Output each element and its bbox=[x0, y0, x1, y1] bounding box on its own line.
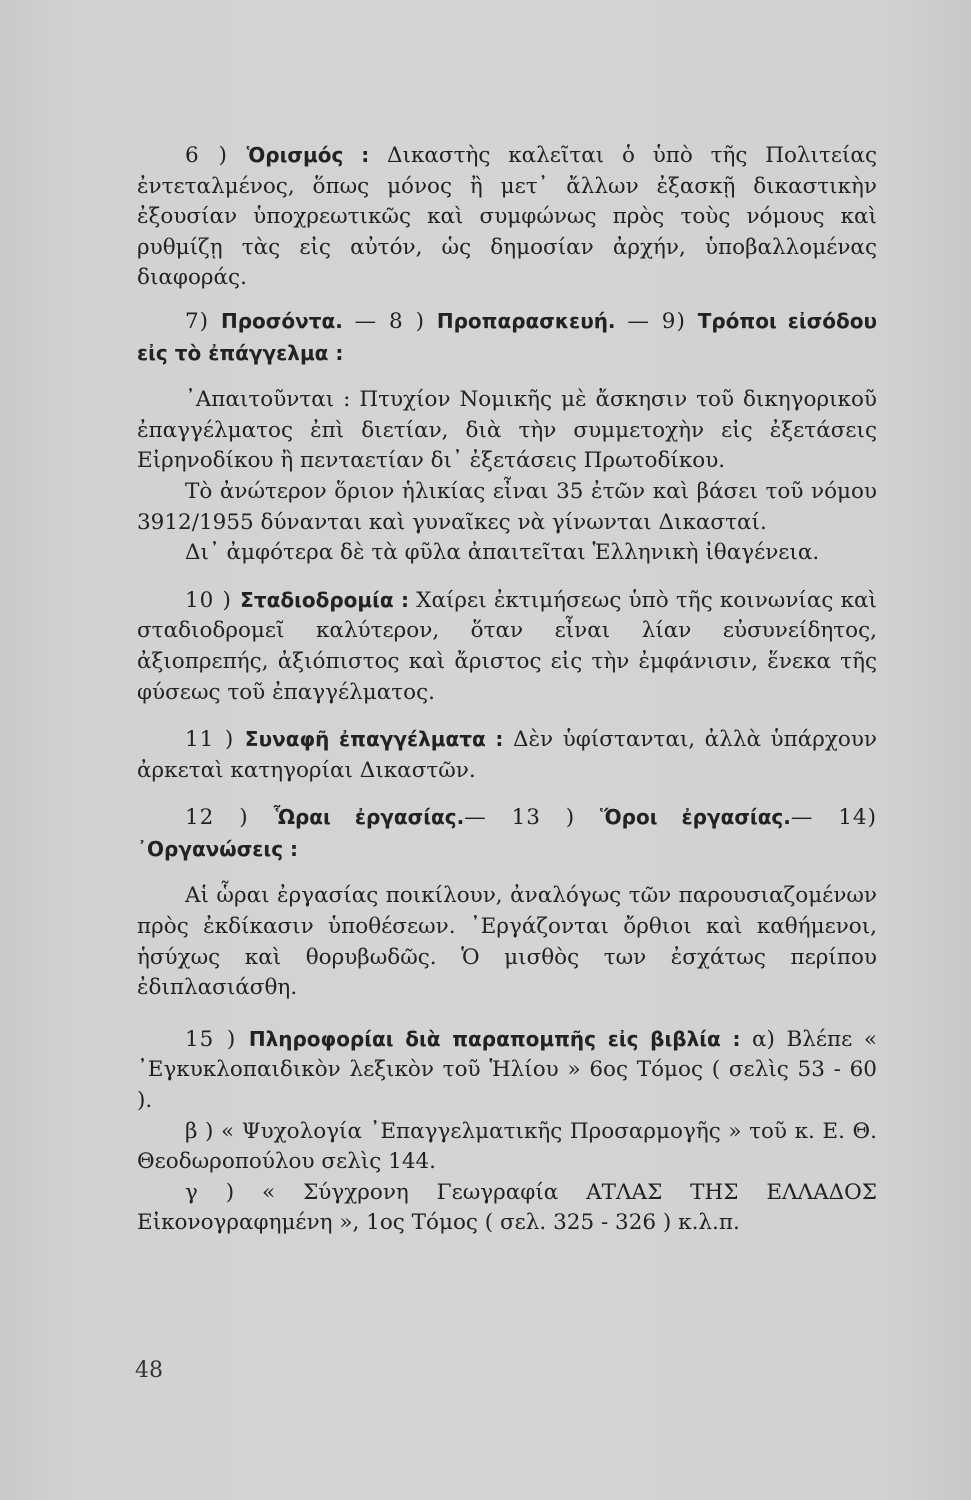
section-heading: ᾽Οργανώσεις : bbox=[137, 836, 299, 861]
section-12-14-headings bbox=[137, 802, 877, 865]
page-body bbox=[137, 140, 877, 1239]
section-heading: Σταδιοδρομία : bbox=[240, 587, 409, 612]
reference-c: γ ) « Σύγχρονη Γεωγραφία ΑΤΛΑΣ ΤΗΣ ΕΛΛΑΔΟΣ Εἰκονογραφημένη », 1ος Τόμος ( σελ. 325 - 326 ) κ.λ.π. bbox=[137, 1179, 877, 1236]
working-hours-paragraph: Αἱ ὧραι ἐργασίας ποικίλουν, ἀναλόγως τῶν παρουσιαζομένων πρὸς ἐκδίκασιν ὑποθέσεων. ᾽Εργάζονται ὄρθιοι καὶ καθήμενοι, ἡσύχως καὶ θορυβωδῶς. Ὁ μισθὸς των ἐσχάτως περίπου ἐδιπλασιάσθη. bbox=[137, 883, 877, 1001]
section-10-career bbox=[137, 585, 877, 708]
section-number: 12 ) bbox=[185, 805, 274, 831]
section-number: — 14) bbox=[790, 805, 877, 831]
section-text: Δικαστὴς καλεῖται ὁ ὑπὸ τῆς Πολιτείας ἐντεταλμένος, ὅπως μόνος ἢ μετ᾽ ἄλλων ἐξασκῇ δικαστικὴν ἐξουσίαν ὑποχρεωτικῶς καὶ συμφώνως πρὸς τοὺς νόμους καὶ ρυθμίζῃ τὰς εἰς αὐτόν, ὡς δημοσίαν ἀρχήν, ὑποβαλλομένας διαφοράς. bbox=[137, 143, 877, 291]
citizenship-paragraph: Δι᾽ ἀμφότερα δὲ τὰ φῦλα ἀπαιτεῖται Ἑλληνικὴ ἰθαγένεια. bbox=[185, 540, 820, 566]
requirements-paragraph: ᾽Απαιτοῦνται : Πτυχίον Νομικῆς μὲ ἄσκησιν τοῦ δικηγορικοῦ ἐπαγγέλματος ἐπὶ διετίαν, διὰ τὴν συμμετοχὴν εἰς ἐξετάσεις Εἰρηνοδίκου ἢ πενταετίαν δι᾽ ἐξετάσεις Πρωτοδίκου. bbox=[137, 387, 877, 474]
section-11-related-professions bbox=[137, 724, 877, 786]
page-number: 48 bbox=[135, 1358, 163, 1383]
section-6-definition bbox=[137, 140, 877, 294]
section-number: — 8 ) bbox=[342, 308, 437, 334]
section-heading: Ὧραι ἐργασίας. bbox=[273, 805, 465, 830]
section-text: Χαίρει ἐκτιμήσεως ὑπὸ τῆς κοινωνίας καὶ σταδιοδρομεῖ καλύτερον, ὅταν εἶναι λίαν εὐσυνείδητος, ἀξιοπρεπής, ἀξιόπιστος καὶ ἄριστος εἰς τὴν ἐμφάνισιν, ἕνεκα τῆς φύσεως τοῦ ἐπαγγέλματος. bbox=[137, 587, 877, 705]
section-number: 15 ) bbox=[185, 1026, 249, 1052]
section-number: 11 ) bbox=[185, 727, 245, 753]
section-number: 7) bbox=[185, 308, 221, 334]
section-number: — 9) bbox=[615, 308, 698, 334]
section-heading: Τρόποι εἰσόδου εἰς τὸ ἐπάγγελμα : bbox=[137, 308, 878, 365]
section-heading: Ὅροι ἐργασίας. bbox=[600, 805, 791, 830]
section-number: 6 ) bbox=[185, 143, 247, 168]
section-heading: Ὁρισμός : bbox=[246, 143, 370, 167]
section-number: — 13 ) bbox=[464, 805, 601, 831]
section-heading: Προσόντα. bbox=[220, 308, 343, 333]
section-number: 10 ) bbox=[185, 587, 241, 613]
age-limit-paragraph: Τὸ ἀνώτερον ὅριον ἡλικίας εἶναι 35 ἐτῶν καὶ βάσει τοῦ νόμου 3912/1955 δύνανται καὶ γυναῖκες νὰ γίνωνται Δικασταί. bbox=[137, 478, 877, 535]
section-text: Δὲν ὑφίστανται, ἀλλὰ ὑπάρχουν ἀρκεταὶ κατηγορίαι Δικαστῶν. bbox=[137, 727, 878, 783]
section-heading: Προπαρασκευή. bbox=[436, 308, 616, 333]
section-7-9-headings bbox=[137, 306, 877, 369]
section-heading: Πληροφορίαι διὰ παραπομπῆς εἰς βιβλία : bbox=[248, 1026, 741, 1051]
section-15-references bbox=[137, 1024, 877, 1117]
reference-a: α) Βλέπε « ᾽Εγκυκλοπαιδικὸν λεξικὸν τοῦ Ἡλίου » 6ος Τόμος ( σελὶς 53 - 60 ). bbox=[137, 1026, 877, 1114]
section-heading: Συναφῆ ἐπαγγέλματα : bbox=[244, 727, 504, 752]
reference-b: β ) « Ψυχολογία ᾽Επαγγελματικῆς Προσαρμογῆς » τοῦ κ. Ε. Θ. Θεοδωροπούλου σελὶς 144. bbox=[137, 1118, 877, 1175]
